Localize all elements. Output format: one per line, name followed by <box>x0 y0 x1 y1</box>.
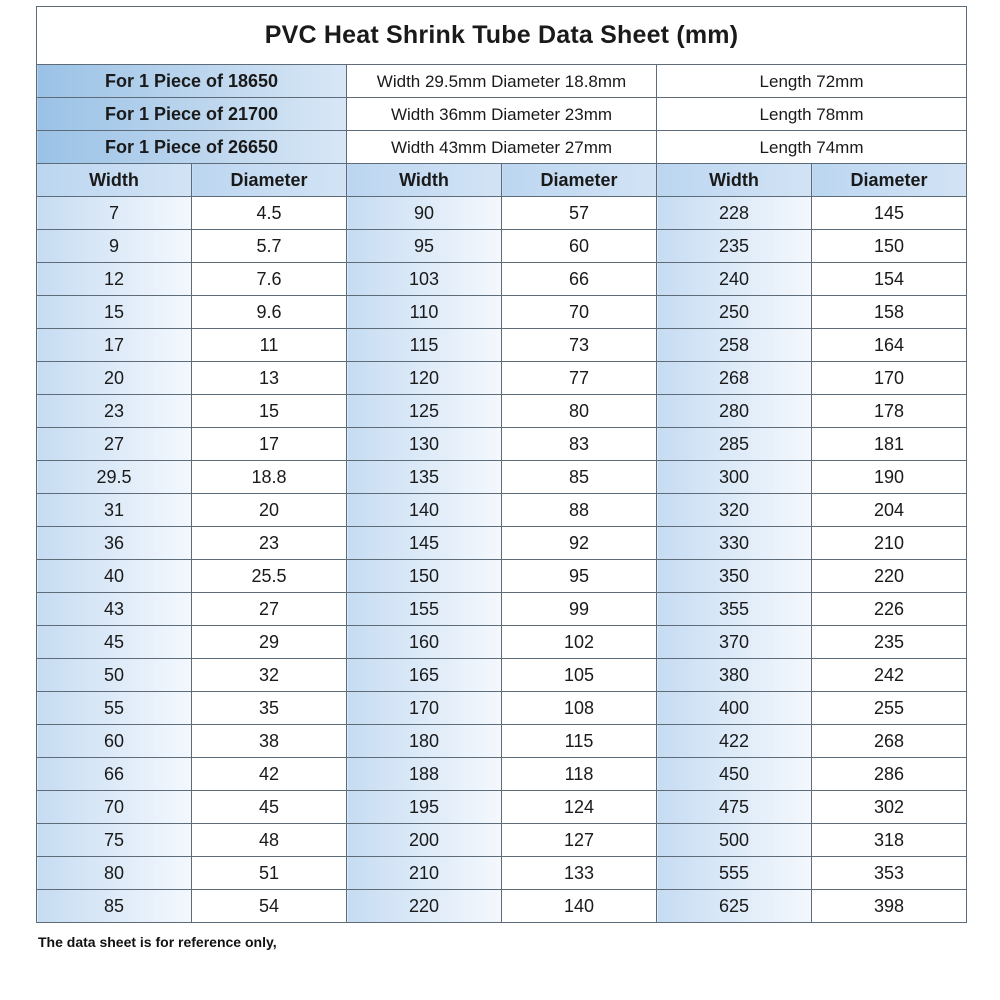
width-cell: 36 <box>37 527 192 560</box>
width-cell: 66 <box>37 758 192 791</box>
table-row <box>37 626 967 659</box>
diameter-cell: 268 <box>812 725 967 758</box>
diameter-cell: 35 <box>192 692 347 725</box>
spec-label: For 1 Piece of 18650 <box>37 65 347 98</box>
width-cell: 475 <box>657 791 812 824</box>
diameter-cell: 9.6 <box>192 296 347 329</box>
diameter-cell: 154 <box>812 263 967 296</box>
width-cell: 228 <box>657 197 812 230</box>
width-cell: 500 <box>657 824 812 857</box>
width-cell: 45 <box>37 626 192 659</box>
width-cell: 285 <box>657 428 812 461</box>
table-row <box>37 263 967 296</box>
width-cell: 55 <box>37 692 192 725</box>
diameter-cell: 133 <box>502 857 657 890</box>
width-cell: 27 <box>37 428 192 461</box>
width-cell: 103 <box>347 263 502 296</box>
header-row <box>37 164 967 197</box>
spec-length: Length 72mm <box>657 65 967 98</box>
diameter-cell: 38 <box>192 725 347 758</box>
width-cell: 115 <box>347 329 502 362</box>
width-cell: 17 <box>37 329 192 362</box>
table-row <box>37 791 967 824</box>
width-cell: 145 <box>347 527 502 560</box>
width-cell: 20 <box>37 362 192 395</box>
diameter-cell: 15 <box>192 395 347 428</box>
diameter-cell: 32 <box>192 659 347 692</box>
width-cell: 165 <box>347 659 502 692</box>
table-row <box>37 428 967 461</box>
diameter-cell: 170 <box>812 362 967 395</box>
width-cell: 210 <box>347 857 502 890</box>
diameter-cell: 95 <box>502 560 657 593</box>
diameter-cell: 7.6 <box>192 263 347 296</box>
width-cell: 555 <box>657 857 812 890</box>
diameter-cell: 181 <box>812 428 967 461</box>
width-cell: 40 <box>37 560 192 593</box>
column-header-width: Width <box>657 164 812 197</box>
width-cell: 200 <box>347 824 502 857</box>
table-row <box>37 461 967 494</box>
diameter-cell: 102 <box>502 626 657 659</box>
diameter-cell: 83 <box>502 428 657 461</box>
width-cell: 125 <box>347 395 502 428</box>
diameter-cell: 226 <box>812 593 967 626</box>
diameter-cell: 66 <box>502 263 657 296</box>
table-row <box>37 890 967 923</box>
spec-row <box>37 131 967 164</box>
diameter-cell: 18.8 <box>192 461 347 494</box>
diameter-cell: 70 <box>502 296 657 329</box>
width-cell: 450 <box>657 758 812 791</box>
diameter-cell: 124 <box>502 791 657 824</box>
diameter-cell: 286 <box>812 758 967 791</box>
diameter-cell: 318 <box>812 824 967 857</box>
spec-length: Length 78mm <box>657 98 967 131</box>
table-row <box>37 494 967 527</box>
width-cell: 43 <box>37 593 192 626</box>
width-cell: 135 <box>347 461 502 494</box>
width-cell: 188 <box>347 758 502 791</box>
diameter-cell: 302 <box>812 791 967 824</box>
diameter-cell: 57 <box>502 197 657 230</box>
diameter-cell: 92 <box>502 527 657 560</box>
diameter-cell: 5.7 <box>192 230 347 263</box>
diameter-cell: 158 <box>812 296 967 329</box>
table-row <box>37 329 967 362</box>
diameter-cell: 17 <box>192 428 347 461</box>
title-row <box>37 7 967 65</box>
diameter-cell: 80 <box>502 395 657 428</box>
diameter-cell: 20 <box>192 494 347 527</box>
width-cell: 130 <box>347 428 502 461</box>
width-cell: 90 <box>347 197 502 230</box>
diameter-cell: 204 <box>812 494 967 527</box>
spec-size: Width 43mm Diameter 27mm <box>347 131 657 164</box>
width-cell: 350 <box>657 560 812 593</box>
diameter-cell: 4.5 <box>192 197 347 230</box>
spec-length: Length 74mm <box>657 131 967 164</box>
diameter-cell: 13 <box>192 362 347 395</box>
width-cell: 160 <box>347 626 502 659</box>
width-cell: 300 <box>657 461 812 494</box>
diameter-cell: 25.5 <box>192 560 347 593</box>
diameter-cell: 88 <box>502 494 657 527</box>
diameter-cell: 190 <box>812 461 967 494</box>
diameter-cell: 23 <box>192 527 347 560</box>
width-cell: 240 <box>657 263 812 296</box>
width-cell: 85 <box>37 890 192 923</box>
diameter-cell: 11 <box>192 329 347 362</box>
diameter-cell: 60 <box>502 230 657 263</box>
width-cell: 110 <box>347 296 502 329</box>
diameter-cell: 178 <box>812 395 967 428</box>
width-cell: 625 <box>657 890 812 923</box>
table-row <box>37 593 967 626</box>
page-title: PVC Heat Shrink Tube Data Sheet (mm) <box>37 7 967 65</box>
table-row <box>37 230 967 263</box>
width-cell: 258 <box>657 329 812 362</box>
table-row <box>37 857 967 890</box>
spec-size: Width 29.5mm Diameter 18.8mm <box>347 65 657 98</box>
diameter-cell: 27 <box>192 593 347 626</box>
width-cell: 15 <box>37 296 192 329</box>
width-cell: 250 <box>657 296 812 329</box>
width-cell: 320 <box>657 494 812 527</box>
diameter-cell: 42 <box>192 758 347 791</box>
table-row <box>37 296 967 329</box>
table-row <box>37 197 967 230</box>
width-cell: 12 <box>37 263 192 296</box>
diameter-cell: 108 <box>502 692 657 725</box>
table-row <box>37 395 967 428</box>
table-row <box>37 692 967 725</box>
diameter-cell: 235 <box>812 626 967 659</box>
diameter-cell: 242 <box>812 659 967 692</box>
diameter-cell: 73 <box>502 329 657 362</box>
spec-size: Width 36mm Diameter 23mm <box>347 98 657 131</box>
width-cell: 120 <box>347 362 502 395</box>
diameter-cell: 145 <box>812 197 967 230</box>
diameter-cell: 140 <box>502 890 657 923</box>
width-cell: 95 <box>347 230 502 263</box>
diameter-cell: 105 <box>502 659 657 692</box>
width-cell: 330 <box>657 527 812 560</box>
width-cell: 29.5 <box>37 461 192 494</box>
width-cell: 380 <box>657 659 812 692</box>
diameter-cell: 220 <box>812 560 967 593</box>
width-cell: 268 <box>657 362 812 395</box>
spec-row <box>37 65 967 98</box>
width-cell: 280 <box>657 395 812 428</box>
diameter-cell: 54 <box>192 890 347 923</box>
width-cell: 235 <box>657 230 812 263</box>
data-table <box>36 6 967 923</box>
spec-label: For 1 Piece of 21700 <box>37 98 347 131</box>
diameter-cell: 29 <box>192 626 347 659</box>
diameter-cell: 45 <box>192 791 347 824</box>
table-row <box>37 758 967 791</box>
diameter-cell: 99 <box>502 593 657 626</box>
column-header-diameter: Diameter <box>502 164 657 197</box>
width-cell: 400 <box>657 692 812 725</box>
column-header-diameter: Diameter <box>192 164 347 197</box>
width-cell: 9 <box>37 230 192 263</box>
diameter-cell: 48 <box>192 824 347 857</box>
table-row <box>37 560 967 593</box>
reference-note: The data sheet is for reference only, <box>38 934 277 950</box>
width-cell: 31 <box>37 494 192 527</box>
data-sheet <box>36 6 966 923</box>
table-row <box>37 527 967 560</box>
table-row <box>37 824 967 857</box>
diameter-cell: 85 <box>502 461 657 494</box>
width-cell: 180 <box>347 725 502 758</box>
width-cell: 220 <box>347 890 502 923</box>
diameter-cell: 164 <box>812 329 967 362</box>
table-row <box>37 362 967 395</box>
diameter-cell: 77 <box>502 362 657 395</box>
width-cell: 370 <box>657 626 812 659</box>
table-row <box>37 659 967 692</box>
column-header-diameter: Diameter <box>812 164 967 197</box>
diameter-cell: 127 <box>502 824 657 857</box>
diameter-cell: 51 <box>192 857 347 890</box>
column-header-width: Width <box>37 164 192 197</box>
width-cell: 170 <box>347 692 502 725</box>
width-cell: 422 <box>657 725 812 758</box>
width-cell: 140 <box>347 494 502 527</box>
width-cell: 23 <box>37 395 192 428</box>
width-cell: 7 <box>37 197 192 230</box>
width-cell: 355 <box>657 593 812 626</box>
width-cell: 150 <box>347 560 502 593</box>
width-cell: 155 <box>347 593 502 626</box>
spec-label: For 1 Piece of 26650 <box>37 131 347 164</box>
width-cell: 70 <box>37 791 192 824</box>
spec-row <box>37 98 967 131</box>
diameter-cell: 118 <box>502 758 657 791</box>
width-cell: 75 <box>37 824 192 857</box>
diameter-cell: 353 <box>812 857 967 890</box>
table-row <box>37 725 967 758</box>
diameter-cell: 398 <box>812 890 967 923</box>
diameter-cell: 115 <box>502 725 657 758</box>
width-cell: 50 <box>37 659 192 692</box>
width-cell: 60 <box>37 725 192 758</box>
diameter-cell: 150 <box>812 230 967 263</box>
diameter-cell: 255 <box>812 692 967 725</box>
width-cell: 80 <box>37 857 192 890</box>
width-cell: 195 <box>347 791 502 824</box>
diameter-cell: 210 <box>812 527 967 560</box>
column-header-width: Width <box>347 164 502 197</box>
